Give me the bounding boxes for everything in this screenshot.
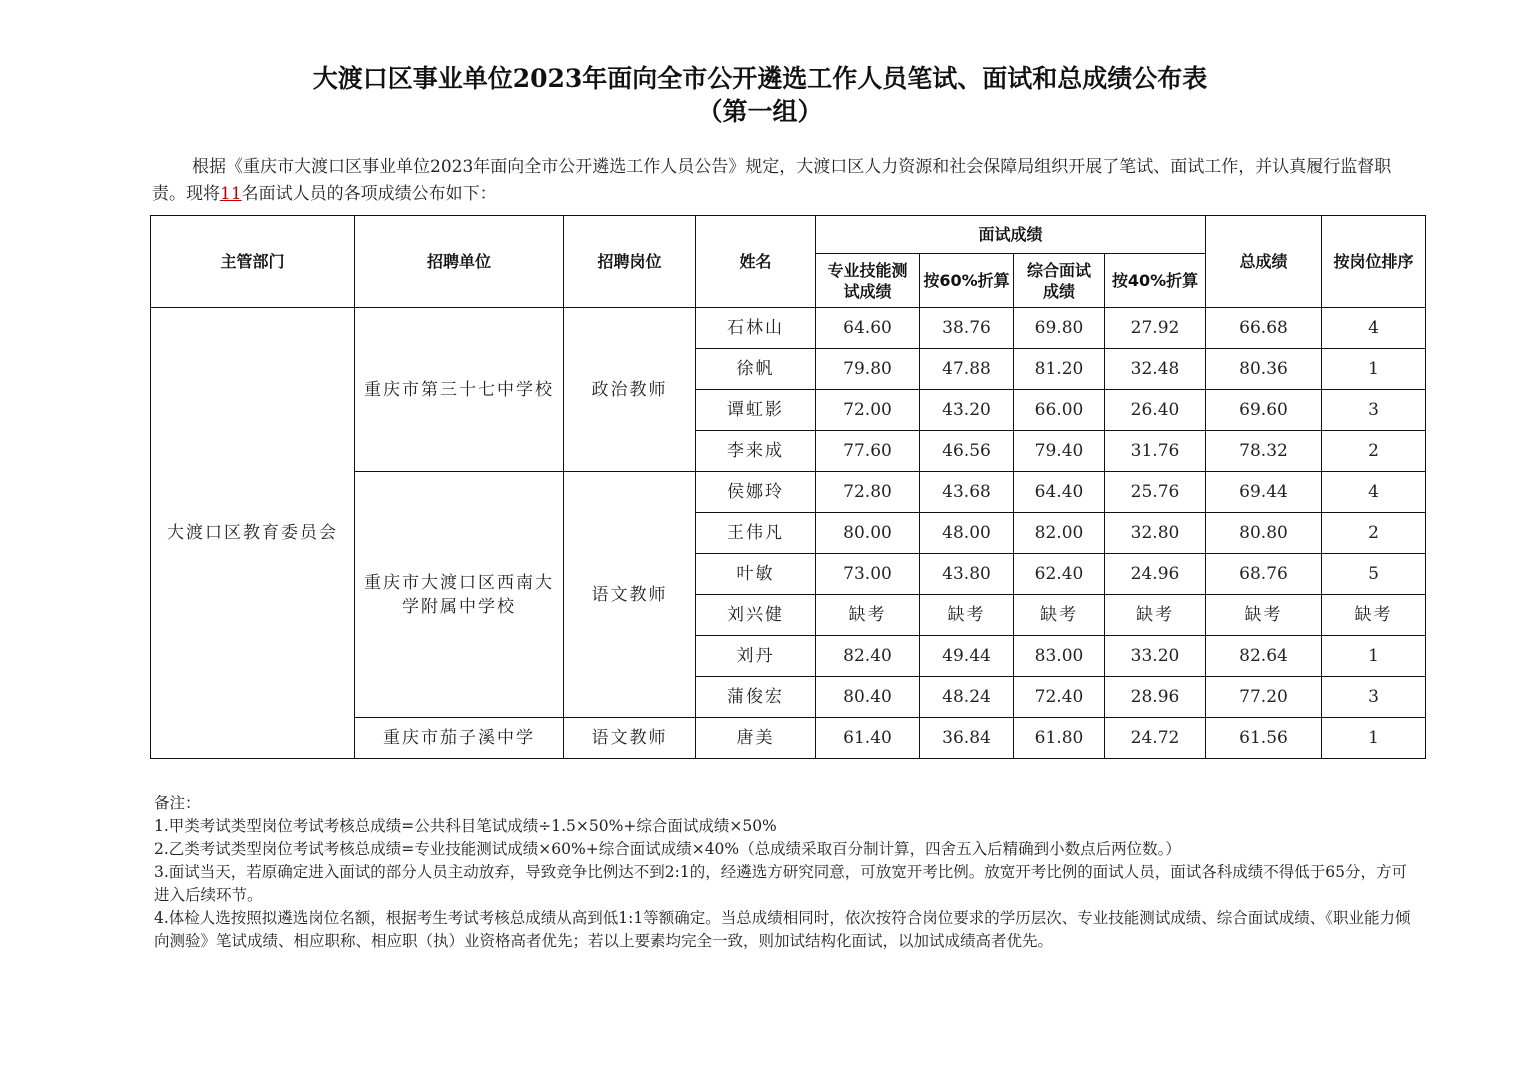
cell-skill60: 47.88: [920, 349, 1014, 390]
cell-comp40: 28.96: [1105, 677, 1206, 718]
cell-skill60: 46.56: [920, 431, 1014, 472]
cell-rank: 1: [1322, 718, 1426, 759]
cell-unit: 重庆市茄子溪中学: [355, 718, 564, 759]
cell-comp40: 31.76: [1105, 431, 1206, 472]
cell-rank: 3: [1322, 390, 1426, 431]
cell-total: 78.32: [1206, 431, 1322, 472]
cell-skill60: 43.68: [920, 472, 1014, 513]
cell-comp: 66.00: [1014, 390, 1105, 431]
interviewee-count: 11: [220, 184, 242, 204]
cell-skill: 82.40: [816, 636, 920, 677]
cell-skill: 80.00: [816, 513, 920, 554]
cell-skill: 79.80: [816, 349, 920, 390]
cell-name: 刘丹: [696, 636, 816, 677]
cell-total: 68.76: [1206, 554, 1322, 595]
cell-position: 语文教师: [564, 472, 696, 718]
cell-comp40: 32.48: [1105, 349, 1206, 390]
header-dept: 主管部门: [151, 216, 355, 308]
cell-skill60: 48.00: [920, 513, 1014, 554]
cell-name: 徐帆: [696, 349, 816, 390]
cell-name: 叶敏: [696, 554, 816, 595]
notes-heading: 备注：: [154, 794, 201, 812]
cell-name: 蒲俊宏: [696, 677, 816, 718]
cell-skill60: 43.80: [920, 554, 1014, 595]
cell-skill: 77.60: [816, 431, 920, 472]
cell-skill: 72.80: [816, 472, 920, 513]
header-comp40: 按40%折算: [1105, 254, 1206, 308]
header-skill60: 按60%折算: [920, 254, 1014, 308]
header-interview-group: 面试成绩: [816, 216, 1206, 254]
cell-comp: 64.40: [1014, 472, 1105, 513]
header-position: 招聘岗位: [564, 216, 696, 308]
cell-comp: 缺考: [1014, 595, 1105, 636]
cell-name: 侯娜玲: [696, 472, 816, 513]
cell-rank: 1: [1322, 349, 1426, 390]
header-name: 姓名: [696, 216, 816, 308]
cell-skill60: 49.44: [920, 636, 1014, 677]
cell-skill: 61.40: [816, 718, 920, 759]
page-subtitle: （第一组）: [697, 97, 823, 126]
cell-name: 唐美: [696, 718, 816, 759]
cell-name: 李来成: [696, 431, 816, 472]
header-rank: 按岗位排序: [1322, 216, 1426, 308]
cell-rank: 3: [1322, 677, 1426, 718]
cell-unit: 重庆市第三十七中学校: [355, 308, 564, 472]
cell-skill: 80.40: [816, 677, 920, 718]
cell-name: 王伟凡: [696, 513, 816, 554]
cell-name: 石林山: [696, 308, 816, 349]
cell-skill60: 缺考: [920, 595, 1014, 636]
cell-comp40: 27.92: [1105, 308, 1206, 349]
table-row: [151, 308, 1426, 349]
cell-comp: 69.80: [1014, 308, 1105, 349]
cell-rank: 2: [1322, 431, 1426, 472]
cell-total: 80.36: [1206, 349, 1322, 390]
cell-total: 77.20: [1206, 677, 1322, 718]
cell-comp: 61.80: [1014, 718, 1105, 759]
cell-comp40: 25.76: [1105, 472, 1206, 513]
page-title: 大渡口区事业单位2023年面向全市公开遴选工作人员笔试、面试和总成绩公布表: [312, 64, 1208, 93]
cell-skill60: 43.20: [920, 390, 1014, 431]
cell-comp: 72.40: [1014, 677, 1105, 718]
intro-text-before: 根据《重庆市大渡口区事业单位2023年面向全市公开遴选工作人员公告》规定，大渡口区人力资源和社会保障局组织开展了笔试、面试工作，并认真履行监督职责。现将: [152, 157, 1392, 204]
header-skill: 专业技能测试成绩: [816, 254, 920, 308]
header-comprehensive: 综合面试成绩: [1014, 254, 1105, 308]
cell-rank: 2: [1322, 513, 1426, 554]
table-body: [151, 308, 1426, 759]
cell-comp40: 26.40: [1105, 390, 1206, 431]
cell-skill60: 36.84: [920, 718, 1014, 759]
cell-comp40: 32.80: [1105, 513, 1206, 554]
cell-skill: 64.60: [816, 308, 920, 349]
cell-skill: 缺考: [816, 595, 920, 636]
cell-skill: 73.00: [816, 554, 920, 595]
cell-comp40: 24.96: [1105, 554, 1206, 595]
note-item-3: 3.面试当天，若原确定进入面试的部分人员主动放弃，导致竞争比例达不到2:1的，经遴选方研究同意，可放宽开考比例。放宽开考比例的面试人员，面试各科成绩不得低于65分，方可进入后续环节。: [154, 863, 1407, 904]
cell-total: 61.56: [1206, 718, 1322, 759]
cell-dept: 大渡口区教育委员会: [151, 308, 355, 759]
cell-comp: 79.40: [1014, 431, 1105, 472]
cell-total: 66.68: [1206, 308, 1322, 349]
cell-name: 刘兴健: [696, 595, 816, 636]
note-item-4: 4.体检人选按照拟遴选岗位名额，根据考生考试考核总成绩从高到低1:1等额确定。当总成绩相同时，依次按符合岗位要求的学历层次、专业技能测试成绩、综合面试成绩、《职业能力倾向测验》笔试成绩、相应职称、相应职（执）业资格高者优先；若以上要素均完全一致，则加试结构化面试，以加试成绩高者优先。: [154, 909, 1411, 950]
cell-total: 80.80: [1206, 513, 1322, 554]
cell-name: 谭虹影: [696, 390, 816, 431]
cell-rank: 4: [1322, 308, 1426, 349]
intro-text-after: 名面试人员的各项成绩公布如下：: [241, 184, 497, 204]
note-item-1: 1.甲类考试类型岗位考试考核总成绩=公共科目笔试成绩÷1.5×50%+综合面试成绩×50%: [154, 817, 777, 835]
cell-total: 82.64: [1206, 636, 1322, 677]
cell-rank: 5: [1322, 554, 1426, 595]
cell-comp: 62.40: [1014, 554, 1105, 595]
cell-comp40: 33.20: [1105, 636, 1206, 677]
cell-rank: 1: [1322, 636, 1426, 677]
intro-paragraph: [152, 154, 1422, 208]
cell-unit: 重庆市大渡口区西南大学附属中学校: [355, 472, 564, 718]
cell-comp40: 缺考: [1105, 595, 1206, 636]
cell-total: 缺考: [1206, 595, 1322, 636]
cell-total: 69.44: [1206, 472, 1322, 513]
cell-position: 政治教师: [564, 308, 696, 472]
score-table: [150, 215, 1426, 759]
cell-rank: 缺考: [1322, 595, 1426, 636]
cell-total: 69.60: [1206, 390, 1322, 431]
cell-comp: 82.00: [1014, 513, 1105, 554]
header-total: 总成绩: [1206, 216, 1322, 308]
cell-rank: 4: [1322, 472, 1426, 513]
notes-section: [154, 792, 1416, 953]
cell-comp40: 24.72: [1105, 718, 1206, 759]
cell-comp: 83.00: [1014, 636, 1105, 677]
cell-position: 语文教师: [564, 718, 696, 759]
header-unit: 招聘单位: [355, 216, 564, 308]
cell-comp: 81.20: [1014, 349, 1105, 390]
cell-skill: 72.00: [816, 390, 920, 431]
cell-skill60: 38.76: [920, 308, 1014, 349]
cell-skill60: 48.24: [920, 677, 1014, 718]
note-item-2: 2.乙类考试类型岗位考试考核总成绩=专业技能测试成绩×60%+综合面试成绩×40%（总成绩采取百分制计算，四舍五入后精确到小数点后两位数。）: [154, 840, 1181, 858]
